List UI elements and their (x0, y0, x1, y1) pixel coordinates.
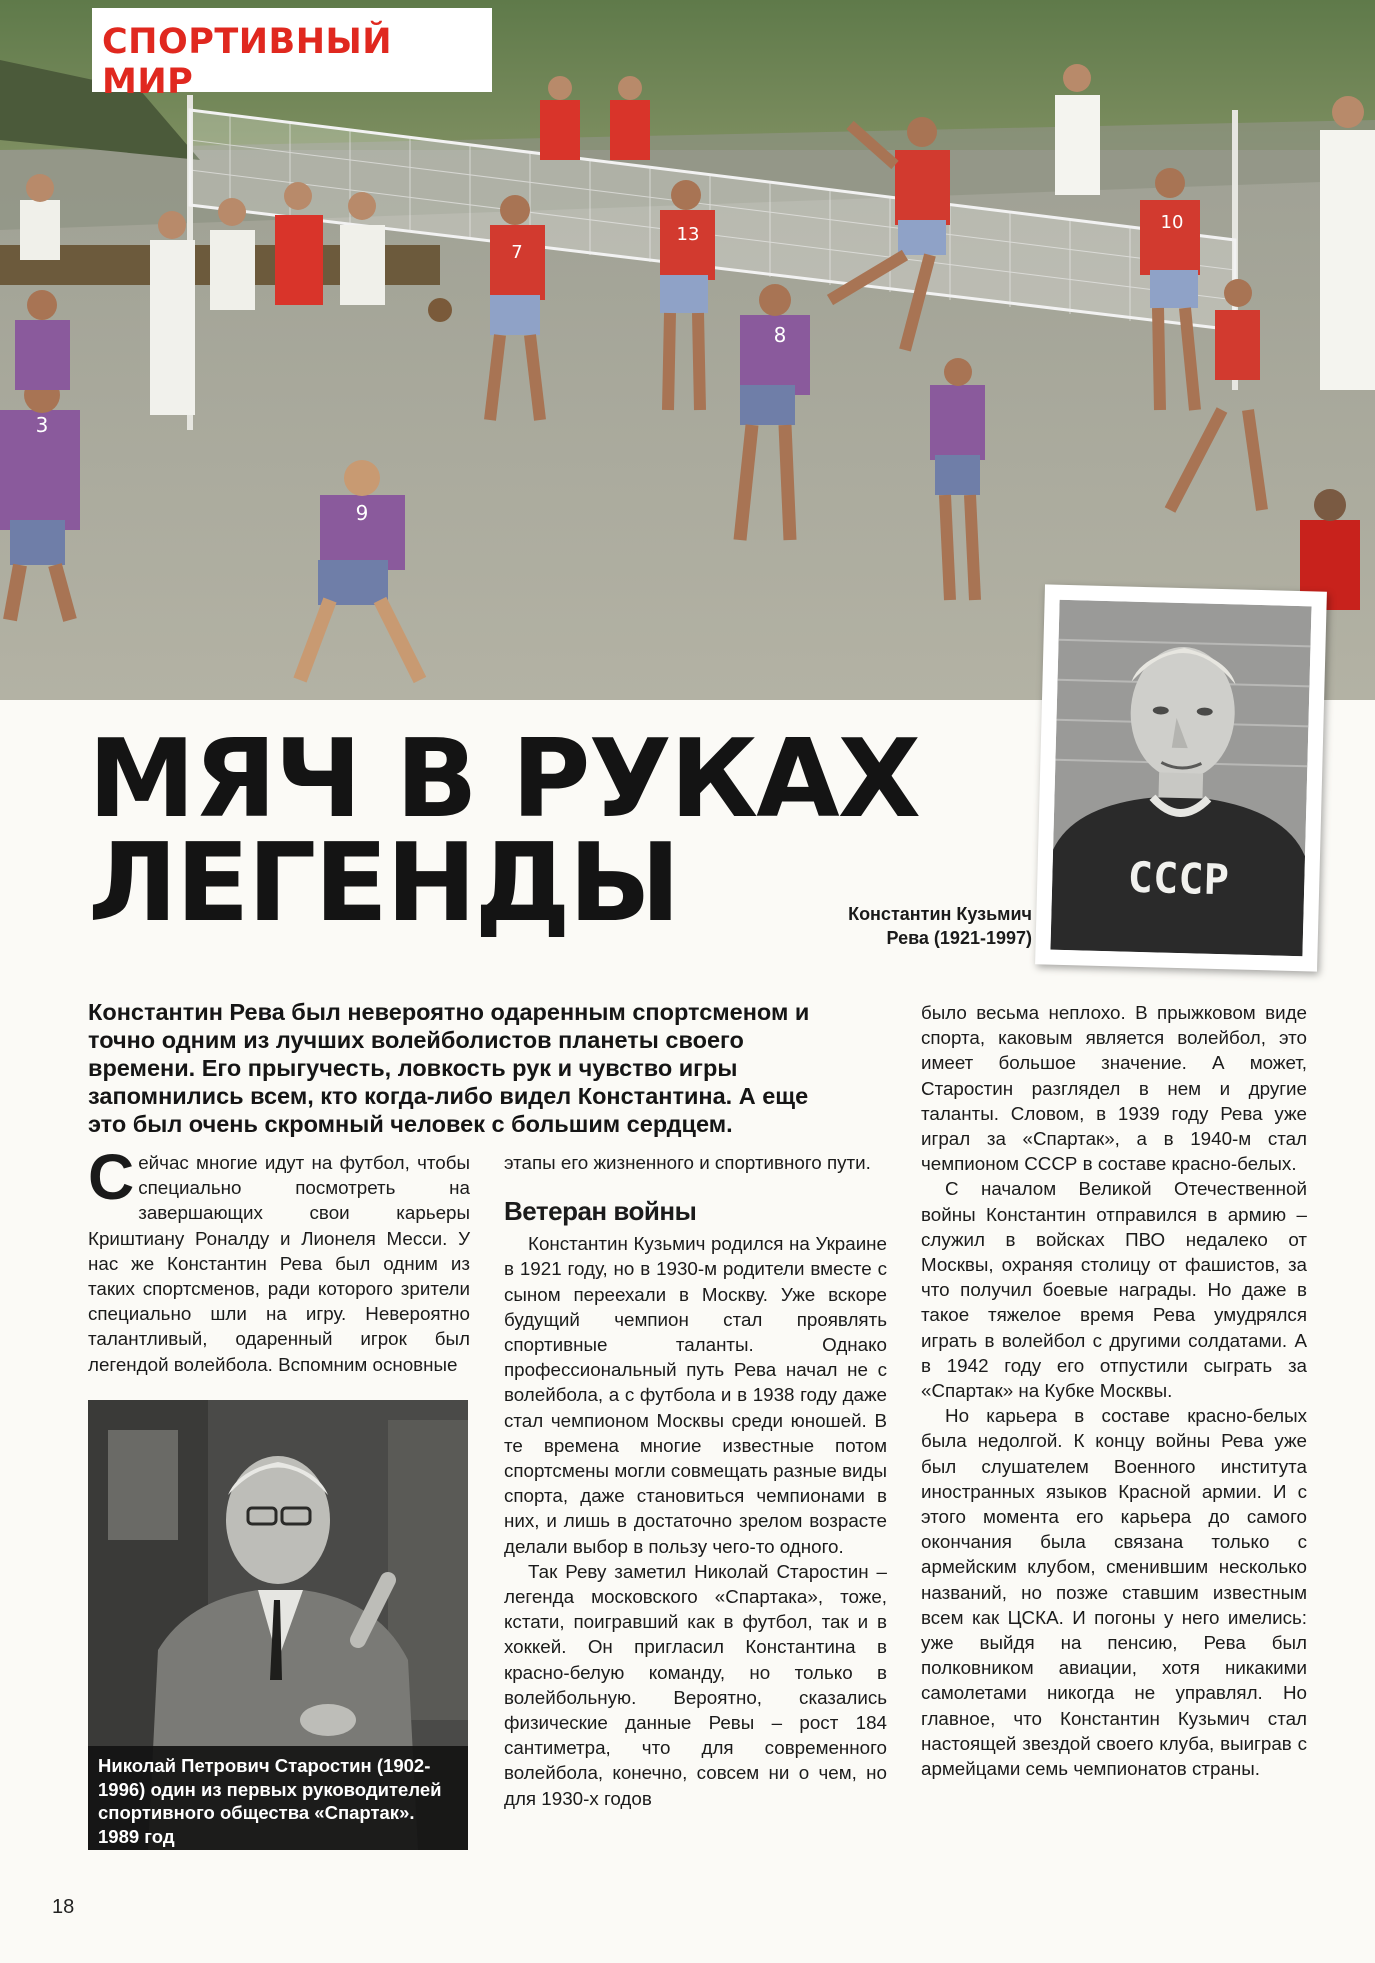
column-2 (504, 1150, 887, 1811)
title-line-2: ЛЕГЕНДЫ (88, 821, 679, 946)
jersey-number: 3 (35, 413, 49, 437)
column-3 (921, 1000, 1307, 1781)
section-tag (92, 8, 492, 102)
jersey-number: 10 (1160, 212, 1184, 233)
paragraph: Так Реву заметил Николай Старостин – легенда московского «Спартака», тоже, кстати, поигравший как в футбол, так и в хоккей. Он пригласил Константина в красно-белую команду, но только в волейбольную. Вероятно, сказались физические данные Ревы – рост 184 сантиметра, что для современного волейбола, конечно, совсем ни о чем, но для 1930-х годов (504, 1560, 887, 1809)
jersey-number: 7 (511, 242, 523, 263)
portrait-caption (810, 902, 1032, 950)
column-1 (88, 1141, 470, 1377)
portrait-caption-line-1: Константин Кузьмич (848, 904, 1032, 924)
portrait-caption-line-2: Рева (1921-1997) (886, 928, 1032, 948)
section-tag-label: СПОРТИВНЫЙ МИР (102, 22, 393, 102)
jersey-number: 13 (676, 224, 700, 245)
jersey-number: 8 (773, 323, 787, 347)
portrait-shirt-text: СССР (1127, 852, 1230, 905)
paragraph (88, 1141, 470, 1377)
paragraph: Константин Кузьмич родился на Украине в 1921 году, но в 1930-м родители вместе с сыном переехали в Москву. Уже вскоре будущий чемпион стал проявлять спортивные таланты. Однако профессиональный путь Рева начал не с волейбола, а с футбола и в 1938 году даже стал чемпионом Москвы среди юношей. В те времена многие известные потом спортсмены могли совмещать разные виды спорта, даже становиться чемпионами в них, и лишь в достаточно зрелом возрасте делали выбор в пользу чего-то одного. (504, 1233, 887, 1557)
paragraph: было весьма неплохо. В прыжковом виде спорта, каковым является волейбол, это имеет большое значение. А может, Старостин разглядел в нем и другие таланты. Словом, в 1939 году Рева уже играл за «Спартак», а в 1940-м стал чемпионом СССР в составе красно-белых. (921, 1002, 1307, 1175)
portrait-photo (1035, 584, 1327, 971)
jersey-number: 9 (355, 501, 369, 525)
paragraph: этапы его жизненного и спортивного пути. (504, 1152, 871, 1173)
page-number: 18 (52, 1896, 75, 1918)
article-lead: Константин Рева был невероятно одаренным спортсменом и точно одним из лучших волейболистов планеты своего времени. Его прыгучесть, ловкость рук и чувство игры запомнились всем, кто когда-либо видел Константина. А еще это был очень скромный человек с большим сердцем. (88, 999, 810, 1137)
paragraph: Но карьера в составе красно-белых была недолгой. К концу войны Рева уже был слушателем Военного института иностранных языков Красной армии. И с этого момента его карьера до самого окончания была связана только с армейским клубом, сменившим несколько названий, но позже ставшим известным всем как ЦСКА. И погоны у него имелись: уже выйдя на пенсию, Рева был полковником авиации, хотя никакими самолетами никогда не управлял. Но главное, что Константин Кузьмич стал настоящей звездой своего клуба, выиграв с армейцами семь чемпионатов страны. (921, 1405, 1307, 1780)
title-line-1: МЯЧ В РУКАХ (88, 717, 919, 842)
paragraph-text: ейчас многие идут на футбол, чтобы специально посмотреть на завершающих свои карьеры Криштиану Роналду и Лионеля Месси. У нас же Константин Рева был одним из таких спортсменов, ради которого зрители специально шли на игру. Невероятно талантливый, одаренный игрок был легендой волейбола. Вспомним основные (88, 1152, 470, 1375)
portrait-image (1050, 600, 1311, 956)
paragraph: С началом Великой Отечественной войны Константин отправился в армию – служил в войсках ПВО недалеко от Москвы, охраняя столицу от фашистов, за что получил боевые награды. Но даже в такое тяжелое время Рева умудрялся играть в волейбол с другими солдатами. А в 1942 году его отпустили сыграть за «Спартак» на Кубке Москвы. (921, 1178, 1307, 1402)
starostin-photo-caption: Николай Петрович Старостин (1902-1996) один из первых руководителей спортивного общества «Спартак». 1989 год (88, 1746, 468, 1850)
section-subheading: Ветеран войны (504, 1196, 697, 1227)
drop-cap: С (88, 1141, 135, 1213)
